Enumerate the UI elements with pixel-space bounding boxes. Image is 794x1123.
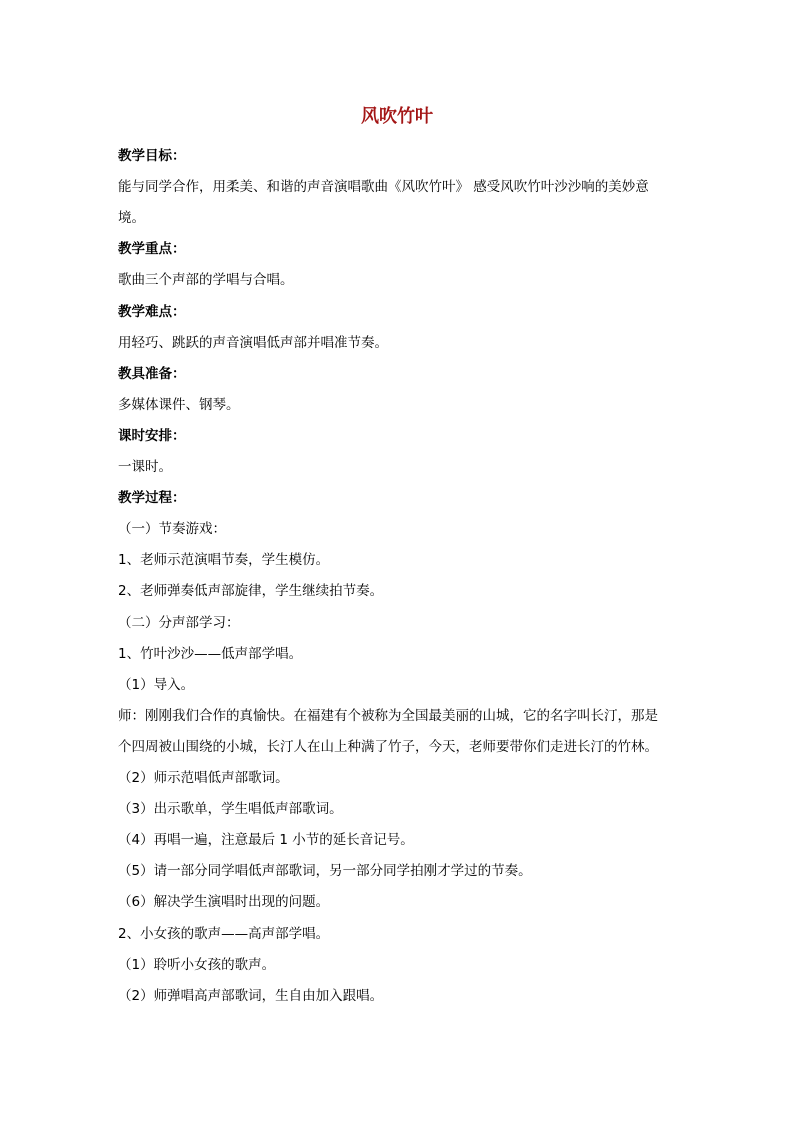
- section-heading: 课时安排：: [118, 427, 186, 444]
- paragraph-line: （1）聆听小女孩的歌声。: [118, 956, 276, 973]
- paragraph-line: 境。: [118, 210, 145, 227]
- page-title: 风吹竹叶: [361, 106, 433, 127]
- section-heading: 教具准备：: [118, 365, 186, 382]
- paragraph-line: （4）再唱一遍，注意最后 1 小节的延长音记号。: [118, 832, 414, 849]
- paragraph-line: （3）出示歌单，学生唱低声部歌词。: [118, 801, 343, 818]
- paragraph-line: 师：刚刚我们合作的真愉快。在福建有个被称为全国最美丽的山城，它的名字叫长汀，那是: [118, 707, 658, 724]
- paragraph-line: （1）导入。: [118, 676, 195, 693]
- paragraph-line: 1、老师示范演唱节奏，学生模仿。: [118, 552, 330, 569]
- paragraph-line: （6）解决学生演唱时出现的问题。: [118, 894, 330, 911]
- paragraph-line: 多媒体课件、钢琴。: [118, 396, 240, 413]
- paragraph-line: 1、竹叶沙沙——低声部学唱。: [118, 645, 303, 662]
- paragraph-line: （二）分声部学习：: [118, 614, 240, 631]
- paragraph-line: 歌曲三个声部的学唱与合唱。: [118, 272, 294, 289]
- paragraph-line: （一）节奏游戏：: [118, 521, 226, 538]
- section-heading: 教学重点：: [118, 241, 186, 258]
- paragraph-line: 2、小女孩的歌声——高声部学唱。: [118, 925, 330, 942]
- section-heading: 教学难点：: [118, 303, 186, 320]
- paragraph-line: 2、老师弹奏低声部旋律，学生继续拍节奏。: [118, 583, 384, 600]
- paragraph-line: （2）师弹唱高声部歌词，生自由加入跟唱。: [118, 987, 384, 1004]
- paragraph-line: 一课时。: [118, 459, 172, 475]
- paragraph-line: （2）师示范唱低声部歌词。: [118, 770, 289, 786]
- section-heading: 教学过程：: [118, 490, 186, 507]
- paragraph-line: （5）请一部分同学唱低声部歌词，另一部分同学拍刚才学过的节奏。: [118, 863, 532, 880]
- paragraph-line: 能与同学合作，用柔美、和谐的声音演唱歌曲《风吹竹叶》 感受风吹竹叶沙沙响的美妙意: [118, 179, 649, 196]
- section-heading: 教学目标：: [118, 148, 186, 164]
- paragraph-line: 个四周被山围绕的小城，长汀人在山上种满了竹子，今天，老师要带你们走进长汀的竹林。: [118, 738, 658, 755]
- paragraph-line: 用轻巧、跳跃的声音演唱低声部并唱准节奏。: [118, 334, 388, 351]
